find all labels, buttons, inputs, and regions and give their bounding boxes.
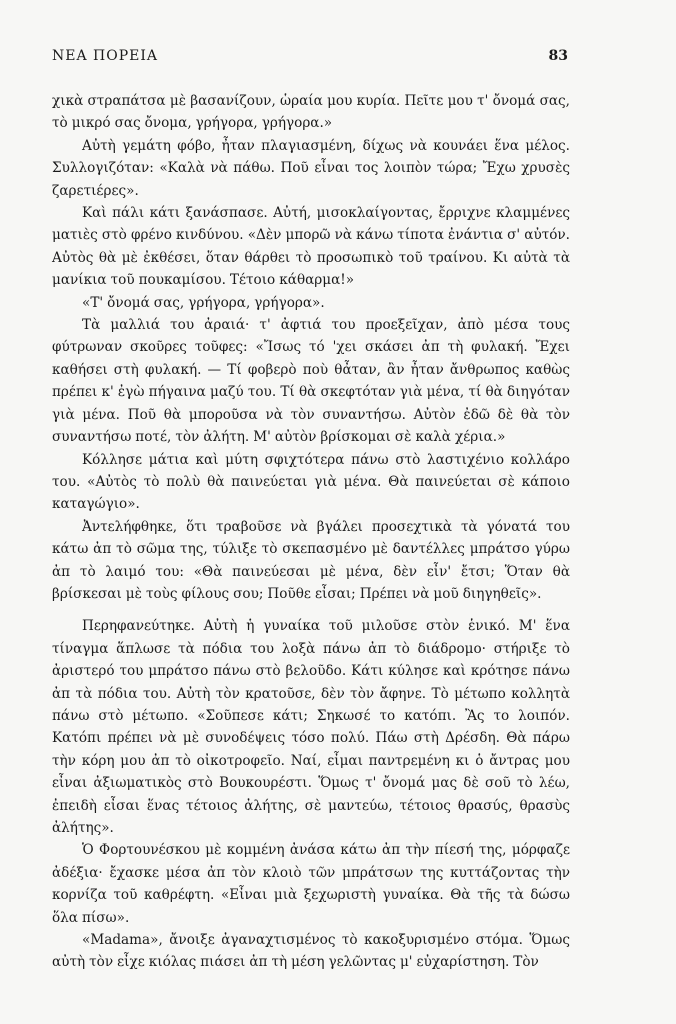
paragraph: Περηφανεύτηκε. Αὐτὴ ἡ γυναίκα τοῦ μιλοῦσε στὸν ἑνικό. Μ' ἕνα τίναγμα ἅπλωσε τὰ πόδια του λοξὰ πάνω ἀπ τὸ διάδρομο· στήριξε τὸ ἀριστερό του μπράτσο πάνω στὸ βελοῦδο. Κάτι κύλησε καὶ κρότησε πάνω ἀπ τὰ πόδια του. Αὐτὴ τὸν κρατοῦσε, δὲν τὸν ἄφηνε. Τὸ μέτωπο κολλητὰ πάνω στὸ μέτωπο. «Σοῦπεσε κάτι; Σηκωσέ το κατόπι. Ἂς το λοιπόν. Κατόπι πρέπει νὰ μὲ συνοδέψεις τόσο πολύ. Πάω στὴ Δρέσδη. Θὰ πάρω τὴν κόρη μου ἀπ τὸ οἰκοτροφεῖο. Ναί, εἶμαι παντρεμένη κι ὁ ἄντρας μου εἶναι ἀξιωματικὸς στὸ Βουκουρέστι. Ὅμως τ' ὄνομά μας δὲ σοῦ τὸ λέω, ἐπειδὴ εἶσαι ἕνας τέτοιος ἀλήτης, σὲ μαντεύω, τέτοιος θρασύς, θρασὺς ἀλήτης».: [52, 618, 570, 836]
page-number: 83: [548, 48, 568, 64]
paragraph: χικὰ στραπάτσα μὲ βασανίζουν, ὡραία μου κυρία. Πεῖτε μου τ' ὄνομά σας, τὸ μικρό σας ὄνομα, γρήγορα, γρήγορα.»: [52, 93, 570, 132]
paragraph: Αὐτὴ γεμάτη φόβο, ἦταν πλαγιασμένη, δίχως νὰ κουνάει ἕνα μέλος. Συλλογιζόταν: «Καλὰ νὰ πάθω. Ποῦ εἶναι τος λοιπὸν τώρα; Ἔχω χρυσὲς ζαρετιέρες».: [52, 137, 570, 199]
paragraph: Καὶ πάλι κάτι ξανάσπασε. Αὐτή, μισοκλαίγοντας, ἔρριχνε κλαμμένες ματιὲς στὸ φρένο κινδύνου. «Δὲν μπορῶ νὰ κάνω τίποτα ἐνάντια σ' αὐτόν. Αὐτὸς θὰ μὲ ἐκθέσει, ὅταν θάρθει τὸ προσωπικὸ τοῦ τραίνου. Κι αὐτὰ τὰ μανίκια τοῦ πουκαμίσου. Τέτοιο κάθαρμα!»: [52, 205, 570, 289]
paragraph: Τὰ μαλλιά του ἀραιά· τ' ἀφτιά του προεξεῖχαν, ἀπὸ μέσα τους φύτρωναν σκοῦρες τοῦφες: «Ἴσως τό 'χει σκάσει ἀπ τὴ φυλακή. Ἔχει καθήσει στὴ φυλακή. — Τί φοβερὸ ποὺ θἆταν, ἂν ἦταν ἄνθρωπος καθὼς πρέπει κ' ἐγὼ πήγαινα μαζύ του. Τί θὰ σκεφτόταν γιὰ μένα, τί θὰ διηγόταν γιὰ μένα. Ποῦ θὰ μποροῦσα νὰ τὸν συναντήσω. Αὐτὸν ἐδῶ δὲ θὰ τὸν συναντήσω ποτέ, τὸν ἀλήτη. Μ' αὐτὸν βρίσκομαι σὲ καλὰ χέρια.»: [52, 317, 570, 446]
body-text: [52, 90, 570, 974]
paragraph: «Madama», ἄνοιξε ἀγαναχτισμένος τὸ κακοξυρισμένο στόμα. Ὅμως αὐτὴ τὸν εἶχε κιόλας πιάσει ἀπ τὴ μέση γελῶντας μ' εὐχαρίστηση. Τὸν: [52, 932, 570, 971]
paragraph: Κόλλησε μάτια καὶ μύτη σφιχτότερα πάνω στὸ λαστιχένιο κολλάρο του. «Αὐτὸς τὸ πολὺ θὰ παινεύεται γιὰ μένα. Θὰ παινεύεται σὲ κάποιο καταγώγιο».: [52, 451, 570, 513]
paragraph: Ὁ Φορτουνέσκου μὲ κομμένη ἀνάσα κάτω ἀπ τὴν πίεσή της, μόρφαζε ἀδέξια· ἔχασκε μέσα ἀπ τὸν κλοιὸ τῶν μπράτσων της κυττάζοντας τὴν κορνίζα τοῦ καθρέφτη. «Εἶναι μιὰ ξεχωριστὴ γυναίκα. Θὰ τῆς τὰ δώσω ὅλα πίσω».: [52, 842, 570, 926]
running-header: [52, 48, 568, 70]
paragraph: Ἀντελήφθηκε, ὅτι τραβοῦσε νὰ βγάλει προσεχτικὰ τὰ γόνατά του κάτω ἀπ τὸ σῶμα της, τύλιξε τὸ σκεπασμένο μὲ δαντέλλες μπράτσο γύρω ἀπ τὸ λαιμό του: «Θὰ παινεύεσαι μὲ μένα, δὲν εἶν' ἔτσι; Ὅταν θὰ βρίσκεσαι μὲ τοὺς φίλους σου; Ποῦθε εἶσαι; Πρέπει νὰ μοῦ διηγηθεῖς».: [52, 518, 570, 602]
paragraph: «Τ' ὄνομά σας, γρήγορα, γρήγορα».: [82, 294, 325, 311]
running-title: ΝΕΑ ΠΟΡΕΙΑ: [52, 48, 158, 64]
